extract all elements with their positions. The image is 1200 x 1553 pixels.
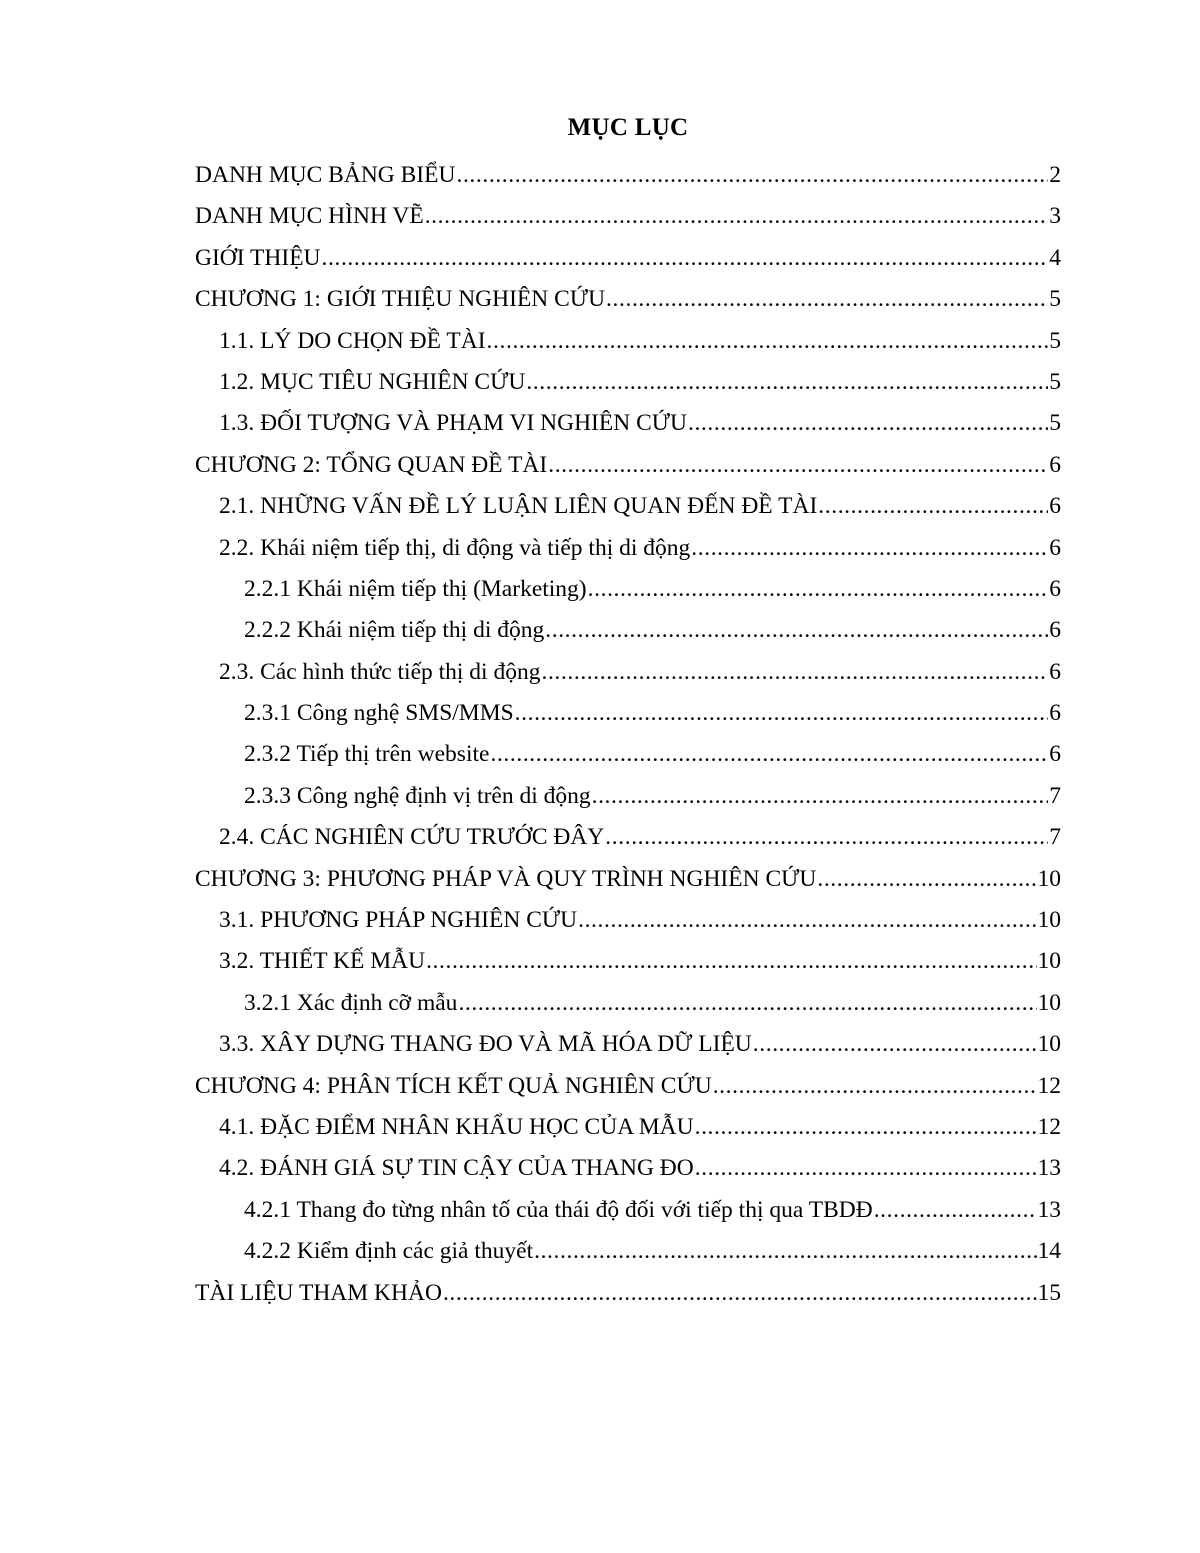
toc-entry[interactable] xyxy=(195,902,1061,943)
toc-entry-page-number: 6 xyxy=(1049,493,1061,520)
toc-entry[interactable] xyxy=(195,405,1061,446)
toc-title: MỤC LỤC xyxy=(567,114,689,141)
toc-entry-label: 3.2.1 Xác định cỡ mẫu xyxy=(244,989,458,1016)
toc-entry[interactable] xyxy=(195,985,1061,1026)
toc-entry-page-number: 6 xyxy=(1049,534,1061,561)
toc-entry-page-number: 10 xyxy=(1037,948,1061,975)
toc-entry[interactable] xyxy=(195,1109,1061,1150)
toc-entry-label: CHƯƠNG 3: PHƯƠNG PHÁP VÀ QUY TRÌNH NGHIÊN CỨU xyxy=(195,865,817,892)
toc-dot-leader xyxy=(487,323,1049,359)
toc-entry[interactable] xyxy=(195,1192,1061,1233)
toc-entry[interactable] xyxy=(195,819,1061,860)
toc-entry[interactable] xyxy=(195,1026,1061,1067)
toc-entry-label: 2.3.1 Công nghệ SMS/MMS xyxy=(244,700,514,727)
toc-entry-page-number: 5 xyxy=(1049,327,1061,354)
toc-entry[interactable] xyxy=(195,654,1061,695)
toc-dot-leader xyxy=(688,405,1048,441)
toc-entry[interactable] xyxy=(195,695,1061,736)
toc-entry-label: 3.2. THIẾT KẾ MẪU xyxy=(219,948,426,975)
toc-entry-page-number: 10 xyxy=(1037,1031,1061,1058)
toc-entry[interactable] xyxy=(195,1150,1061,1191)
toc-entry-label: 4.2. ĐÁNH GIÁ SỰ TIN CẬY CỦA THANG ĐO xyxy=(219,1155,694,1182)
toc-dot-leader xyxy=(425,198,1049,234)
toc-entry-page-number: 6 xyxy=(1049,741,1061,768)
toc-entry-label: DANH MỤC HÌNH VẼ xyxy=(195,203,424,230)
toc-dot-leader xyxy=(322,240,1049,276)
toc-entry-label: CHƯƠNG 1: GIỚI THIỆU NGHIÊN CỨU xyxy=(195,286,606,313)
toc-dot-leader xyxy=(605,819,1048,855)
toc-dot-leader xyxy=(541,654,1048,690)
toc-entry-label: 3.3. XÂY DỰNG THANG ĐO VÀ MÃ HÓA DỮ LIỆU xyxy=(219,1031,752,1058)
toc-dot-leader xyxy=(456,157,1048,193)
toc-dot-leader xyxy=(548,447,1048,483)
toc-dot-leader xyxy=(874,1192,1037,1228)
toc-entry[interactable] xyxy=(195,198,1061,239)
toc-entry-label: 4.2.1 Thang đo từng nhân tố của thái độ đối với tiếp thị qua TBDĐ xyxy=(244,1196,873,1223)
toc-entry[interactable] xyxy=(195,530,1061,571)
toc-entry[interactable] xyxy=(195,1068,1061,1109)
toc-dot-leader xyxy=(713,1068,1037,1104)
toc-entry-label: 2.1. NHỮNG VẤN ĐỀ LÝ LUẬN LIÊN QUAN ĐẾN ĐỀ TÀI xyxy=(219,493,818,520)
toc-dot-leader xyxy=(443,1275,1037,1311)
toc-entry-page-number: 6 xyxy=(1049,617,1061,644)
toc-dot-leader xyxy=(534,1233,1036,1269)
toc-entry-label: 3.1. PHƯƠNG PHÁP NGHIÊN CỨU xyxy=(219,907,578,934)
toc-entry-label: DANH MỤC BẢNG BIỂU xyxy=(195,162,456,188)
toc-entry-page-number: 10 xyxy=(1037,865,1061,892)
toc-dot-leader xyxy=(695,1150,1037,1186)
toc-entry-page-number: 13 xyxy=(1037,1155,1061,1182)
toc-entry-label: 2.3.3 Công nghệ định vị trên di động xyxy=(244,782,591,809)
toc-entry-page-number: 14 xyxy=(1037,1238,1061,1265)
toc-entry-page-number: 7 xyxy=(1049,824,1061,851)
toc-entry-page-number: 6 xyxy=(1049,700,1061,727)
toc-dot-leader xyxy=(490,736,1048,772)
toc-dot-leader xyxy=(458,985,1036,1021)
toc-entry[interactable] xyxy=(195,778,1061,819)
toc-dot-leader xyxy=(515,695,1049,731)
toc-entry-label: 2.3. Các hình thức tiếp thị di động xyxy=(219,658,541,685)
toc-entry[interactable] xyxy=(195,736,1061,777)
toc-entry-label: CHƯƠNG 4: PHÂN TÍCH KẾT QUẢ NGHIÊN CỨU xyxy=(195,1072,712,1099)
toc-entry[interactable] xyxy=(195,612,1061,653)
toc-entry-page-number: 12 xyxy=(1037,1072,1061,1099)
toc-entry-page-number: 13 xyxy=(1037,1196,1061,1223)
toc-entry-page-number: 5 xyxy=(1049,410,1061,437)
toc-entry[interactable] xyxy=(195,447,1061,488)
toc-entry[interactable] xyxy=(195,1233,1061,1274)
toc-dot-leader xyxy=(545,612,1048,648)
toc-entry-page-number: 12 xyxy=(1037,1113,1061,1140)
toc-entry-page-number: 15 xyxy=(1037,1279,1061,1306)
toc-entry-label: 2.2. Khái niệm tiếp thị, di động và tiếp thị di động xyxy=(219,534,691,561)
toc-entry-label: 1.3. ĐỐI TƯỢNG VÀ PHẠM VI NGHIÊN CỨU xyxy=(219,410,687,437)
toc-entry-page-number: 3 xyxy=(1049,203,1061,230)
toc-entry[interactable] xyxy=(195,571,1061,612)
toc-dot-leader xyxy=(606,281,1048,317)
toc-entry-page-number: 6 xyxy=(1049,658,1061,685)
toc-dot-leader xyxy=(817,861,1036,897)
toc-dot-leader xyxy=(578,902,1036,938)
toc-entry-label: TÀI LIỆU THAM KHẢO xyxy=(195,1279,442,1306)
toc-entry[interactable] xyxy=(195,943,1061,984)
table-of-contents xyxy=(195,157,1061,1316)
toc-entry-label: 2.2.1 Khái niệm tiếp thị (Marketing) xyxy=(244,575,587,602)
toc-entry[interactable] xyxy=(195,364,1061,405)
toc-dot-leader xyxy=(753,1026,1037,1062)
toc-dot-leader xyxy=(526,364,1048,400)
toc-entry-label: 2.2.2 Khái niệm tiếp thị di động xyxy=(244,617,545,644)
toc-entry-page-number: 5 xyxy=(1049,368,1061,395)
toc-entry[interactable] xyxy=(195,240,1061,281)
toc-entry-label: CHƯƠNG 2: TỔNG QUAN ĐỀ TÀI xyxy=(195,451,548,478)
toc-entry-label: 2.4. CÁC NGHIÊN CỨU TRƯỚC ĐÂY xyxy=(219,824,605,851)
toc-entry-label: 1.1. LÝ DO CHỌN ĐỀ TÀI xyxy=(219,327,486,354)
toc-entry-page-number: 10 xyxy=(1037,989,1061,1016)
toc-entry-label: 1.2. MỤC TIÊU NGHIÊN CỨU xyxy=(219,368,526,395)
toc-entry-page-number: 6 xyxy=(1049,575,1061,602)
toc-entry-page-number: 5 xyxy=(1049,286,1061,313)
toc-entry-label: GIỚI THIỆU xyxy=(195,244,321,271)
toc-dot-leader xyxy=(818,488,1048,524)
toc-dot-leader xyxy=(592,778,1049,814)
toc-dot-leader xyxy=(588,571,1049,607)
toc-entry-page-number: 4 xyxy=(1049,244,1061,271)
toc-entry-page-number: 7 xyxy=(1049,782,1061,809)
toc-entry-label: 2.3.2 Tiếp thị trên website xyxy=(244,741,490,768)
toc-entry-label: 4.1. ĐẶC ĐIỂM NHÂN KHẨU HỌC CỦA MẪU xyxy=(219,1113,694,1140)
toc-entry[interactable] xyxy=(195,488,1061,529)
toc-dot-leader xyxy=(426,943,1036,979)
toc-entry-page-number: 6 xyxy=(1049,451,1061,478)
toc-entry-label: 4.2.2 Kiểm định các giả thuyết xyxy=(244,1238,534,1265)
toc-entry[interactable] xyxy=(195,861,1061,902)
toc-dot-leader xyxy=(691,530,1048,566)
toc-entry-page-number: 10 xyxy=(1037,907,1061,934)
toc-entry[interactable] xyxy=(195,323,1061,364)
toc-entry[interactable] xyxy=(195,1275,1061,1316)
toc-dot-leader xyxy=(695,1109,1037,1145)
toc-entry[interactable] xyxy=(195,281,1061,322)
toc-entry-page-number: 2 xyxy=(1049,162,1061,188)
toc-entry[interactable] xyxy=(195,157,1061,198)
